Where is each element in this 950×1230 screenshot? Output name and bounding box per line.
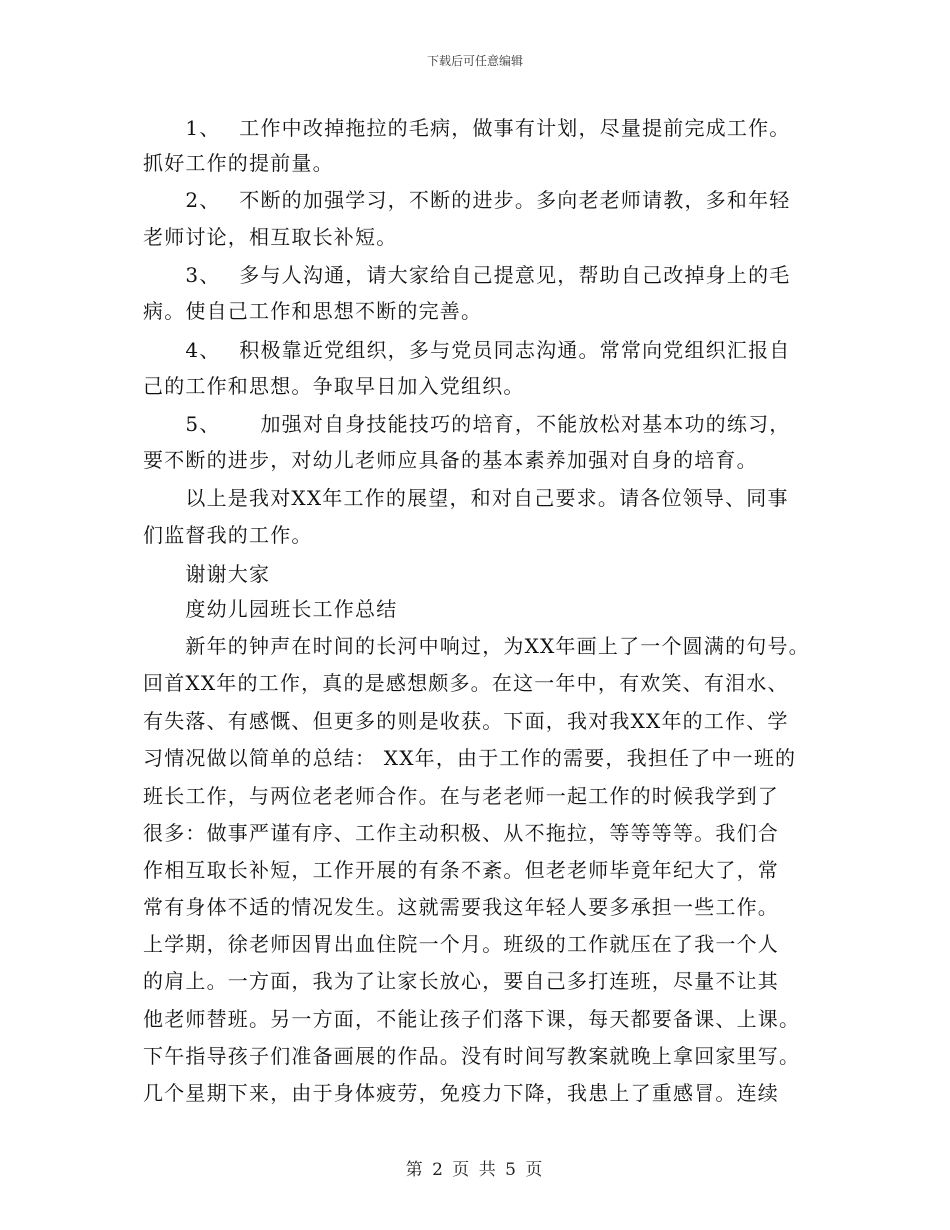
- text-line: 班长工作，与两位老老师合作。在与老老师一起工作的时候我学到了: [143, 784, 779, 808]
- text-line: 他老师替班。另一方面，不能让孩子们落下课，每天都要备课、上课。: [143, 1007, 801, 1031]
- text-line: 己的工作和思想。争取早日加入党组织。: [143, 374, 525, 398]
- text-line: 几个星期下来，由于身体疲劳，免疫力下降，我患上了重感冒。连续: [143, 1081, 779, 1105]
- text-line: 有失落、有感慨、但更多的则是收获。下面，我对我XX年的工作、学: [143, 709, 789, 733]
- text-line: 5、 加强对自身技能技巧的培育，不能放松对基本功的练习，: [143, 412, 791, 436]
- text-line: 3、 多与人沟通，请大家给自己提意见，帮助自己改掉身上的毛: [143, 263, 791, 287]
- page-footer: 第 2 页 共 5 页: [405, 1160, 545, 1180]
- text-line: 习情况做以简单的总结： XX年，由于工作的需要，我担任了中一班的: [143, 746, 797, 770]
- text-line: 老师讨论，相互取长补短。: [143, 225, 398, 249]
- text-line: 病。使自己工作和思想不断的完善。: [143, 299, 483, 323]
- text-line: 谢谢大家: [143, 562, 271, 586]
- text-line: 要不断的进步，对幼儿老师应具备的基本素养加强对自身的培育。: [143, 448, 758, 472]
- text-line: 们监督我的工作。: [143, 523, 313, 547]
- text-line: 下午指导孩子们准备画展的作品。没有时间写教案就晚上拿回家里写。: [143, 1044, 801, 1068]
- text-line: 1、 工作中改掉拖拉的毛病，做事有计划，尽量提前完成工作。: [143, 116, 791, 140]
- text-line: 的肩上。一方面，我为了让家长放心，要自己多打连班，尽量不让其: [143, 969, 779, 993]
- text-line: 2、 不断的加强学习，不断的进步。多向老老师请教，多和年轻: [143, 188, 791, 212]
- text-line: 回首XX年的工作，真的是感想颇多。在这一年中，有欢笑、有泪水、: [143, 671, 789, 695]
- text-line: 很多：做事严谨有序、工作主动积极、从不拖拉，等等等等。我们合: [143, 821, 779, 845]
- text-line: 以上是我对XX年工作的展望，和对自己要求。请各位领导、同事: [143, 486, 789, 510]
- text-line: 4、 积极靠近党组织，多与党员同志沟通。常常向党组织汇报自: [143, 338, 791, 362]
- text-line: 抓好工作的提前量。: [143, 151, 334, 175]
- text-line: 新年的钟声在时间的长河中响过，为XX年画上了一个圆满的句号。: [143, 634, 810, 658]
- text-line: 常有身体不适的情况发生。这就需要我这年轻人要多承担一些工作。: [143, 895, 779, 919]
- page-header: 下载后可任意编辑: [426, 54, 523, 68]
- text-line: 度幼儿园班长工作总结: [143, 597, 398, 621]
- text-line: 作相互取长补短，工作开展的有条不紊。但老老师毕竟年纪大了，常: [143, 858, 779, 882]
- text-line: 上学期，徐老师因胃出血住院一个月。班级的工作就压在了我一个人: [143, 932, 779, 956]
